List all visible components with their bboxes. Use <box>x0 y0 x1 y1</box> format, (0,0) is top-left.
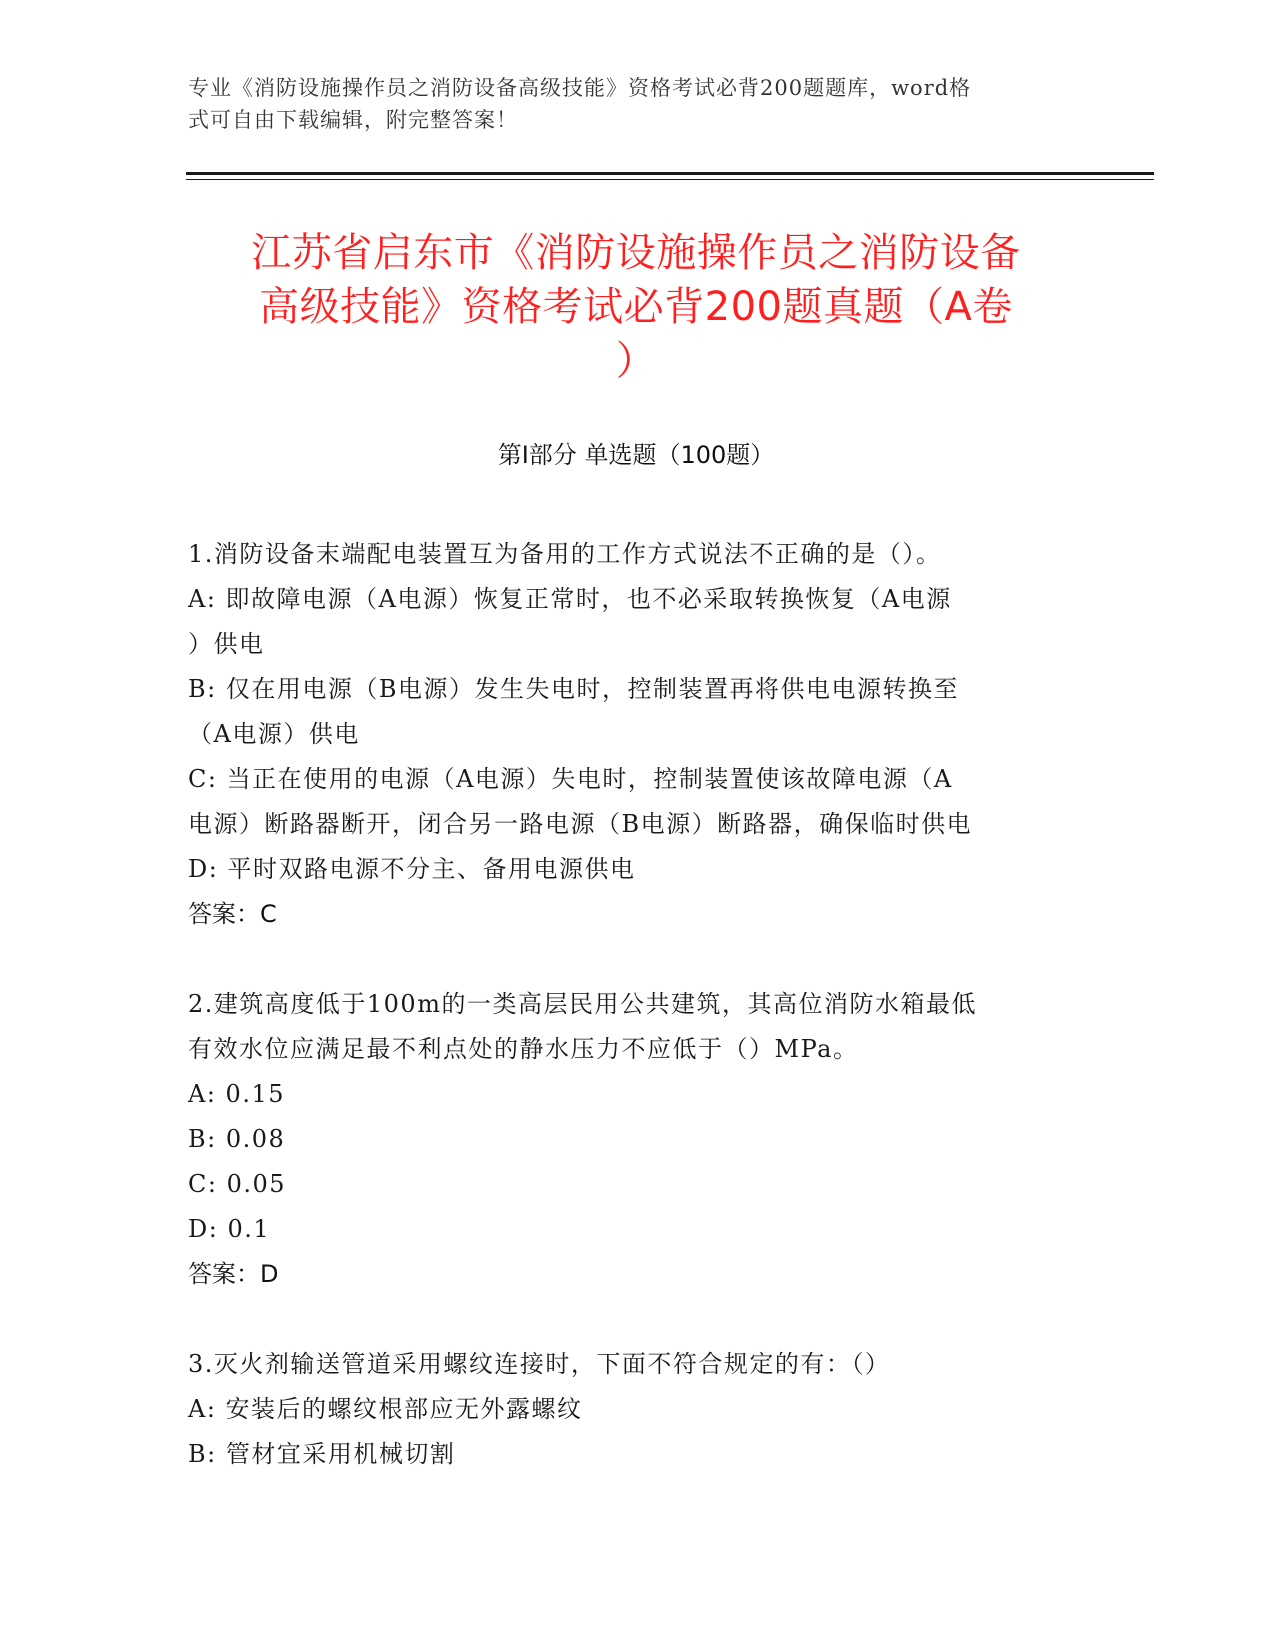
header-note-line-2: 式可自由下载编辑，附完整答案！ <box>188 108 518 132</box>
question-2-option-c: C: 0.05 <box>188 1170 287 1198</box>
question-2-option-d: D: 0.1 <box>188 1215 271 1243</box>
section-heading: 第Ⅰ部分 单选题（100题） <box>497 441 775 469</box>
header-note <box>188 72 1068 136</box>
question-1-option-c-cont: 电源）断路器断开，闭合另一路电源（B电源）断路器，确保临时供电 <box>188 810 973 838</box>
question-1-option-d: D: 平时双路电源不分主、备用电源供电 <box>188 855 636 883</box>
question-2-option-a: A: 0.15 <box>188 1080 285 1108</box>
header-divider-thin <box>186 179 1154 180</box>
question-2-stem-cont: 有效水位应满足最不利点处的静水压力不应低于（）MPa。 <box>188 1035 859 1063</box>
question-3 <box>188 1342 1088 1477</box>
document-title-line-3: ） <box>615 338 657 384</box>
question-3-option-a: A: 安装后的螺纹根部应无外露螺纹 <box>188 1395 583 1423</box>
question-1-answer: 答案：C <box>188 900 277 928</box>
question-2 <box>188 982 1088 1297</box>
question-list <box>188 532 1088 1522</box>
header-note-line-1: 专业《消防设施操作员之消防设备高级技能》资格考试必背200题题库，word格 <box>188 76 972 100</box>
question-1-option-a: A: 即故障电源（A电源）恢复正常时，也不必采取转换恢复（A电源 <box>188 585 952 613</box>
document-title <box>186 226 1086 388</box>
question-3-stem: 3.灭火剂输送管道采用螺纹连接时，下面不符合规定的有：（） <box>188 1350 891 1378</box>
question-2-stem: 2.建筑高度低于100m的一类高层民用公共建筑，其高位消防水箱最低 <box>188 990 977 1018</box>
question-2-option-b: B: 0.08 <box>188 1125 286 1153</box>
document-title-line-1: 江苏省启东市《消防设施操作员之消防设备 <box>251 230 1021 276</box>
header-divider-thick <box>186 172 1154 175</box>
question-1-option-b: B: 仅在用电源（B电源）发生失电时，控制装置再将供电电源转换至 <box>188 675 959 703</box>
question-1-stem: 1.消防设备末端配电装置互为备用的工作方式说法不正确的是（）。 <box>188 540 942 568</box>
question-1-option-c: C: 当正在使用的电源（A电源）失电时，控制装置使该故障电源（A <box>188 765 953 793</box>
question-1-option-b-cont: （A电源）供电 <box>188 720 360 748</box>
question-2-answer: 答案：D <box>188 1260 279 1288</box>
question-1-option-a-cont: ）供电 <box>188 630 265 658</box>
document-title-line-2: 高级技能》资格考试必背200题真题（A卷 <box>259 284 1013 330</box>
question-3-option-b: B: 管材宜采用机械切割 <box>188 1440 456 1468</box>
question-1 <box>188 532 1088 937</box>
